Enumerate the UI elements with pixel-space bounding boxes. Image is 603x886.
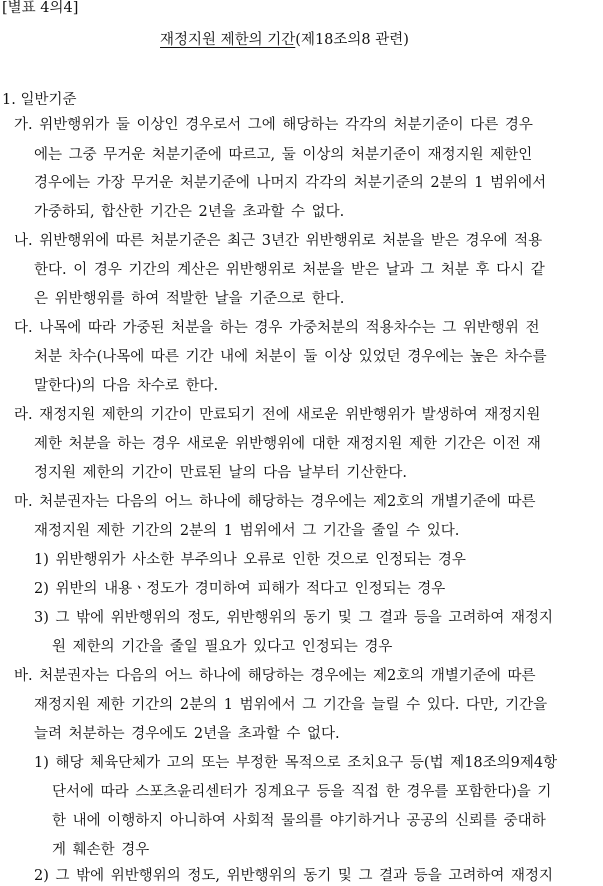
clause-ma-item-3-cont: 원 제한의 기간을 줄일 필요가 있다고 인정되는 경우: [52, 639, 393, 655]
clause-ma-item-2: 2) 위반의 내용ㆍ정도가 경미하여 피해가 적다고 인정되는 경우: [34, 581, 446, 597]
clause-ma-item-3: 3) 그 밖에 위반행위의 정도, 위반행위의 동기 및 그 결과 등을 고려하여 재정지: [34, 610, 554, 626]
clause-ba-item-1-cont: 한 내에 이행하지 아니하여 사회적 물의를 야기하거나 공공의 신뢰를 중대하: [52, 813, 546, 829]
clause-ga-line: 에는 그중 무거운 처분기준에 따르고, 둘 이상의 처분기준이 재정지원 제한인: [34, 147, 533, 163]
clause-ma-item-1: 1) 위반행위가 사소한 부주의나 오류로 인한 것으로 인정되는 경우: [34, 552, 466, 568]
clause-na-line: 나. 위반행위에 따른 처분기준은 최근 3년간 위반행위로 처분을 받은 경우에 적용: [14, 233, 543, 249]
title-main: 재정지원 제한의 기간: [160, 32, 296, 48]
appendix-tag: [별표 4의4]: [2, 0, 79, 16]
clause-na-line: 은 위반행위를 하여 적발한 날을 기준으로 한다.: [34, 291, 345, 307]
clause-ra-line: 정지원 제한의 기간이 만료된 날의 다음 날부터 기산한다.: [34, 465, 408, 481]
clause-ba-line: 재정지원 제한 기간의 2분의 1 범위에서 그 기간을 늘릴 수 있다. 다만, 기간을: [34, 697, 548, 713]
clause-ga-line: 경우에는 가장 무거운 처분기준에 나머지 각각의 처분기준의 2분의 1 범위에서: [34, 175, 547, 191]
clause-ba-item-2: 2) 그 밖에 위반행위의 정도, 위반행위의 동기 및 그 결과 등을 고려하여 재정지: [34, 868, 554, 884]
clause-ba-line: 바. 처분권자는 다음의 어느 하나에 해당하는 경우에는 제2호의 개별기준에 따른: [14, 668, 536, 684]
clause-na-line: 한다. 이 경우 기간의 계산은 위반행위로 처분을 받은 날과 그 처분 후 다시 같: [34, 262, 545, 278]
document-title: [160, 30, 409, 50]
clause-ba-item-1-cont: 단서에 따라 스포츠윤리센터가 징계요구 등을 직접 한 경우를 포함한다)을 기: [52, 784, 552, 800]
clause-ba-line: 늘려 처분하는 경우에도 2년을 초과할 수 없다.: [34, 726, 340, 742]
clause-da-line: 처분 차수(나목에 따른 기간 내에 처분이 둘 이상 있었던 경우에는 높은 차수를: [34, 349, 547, 365]
clause-ga-line: 가. 위반행위가 둘 이상인 경우로서 그에 해당하는 각각의 처분기준이 다른 경우: [14, 117, 533, 133]
section-heading: 1. 일반기준: [2, 92, 77, 108]
clause-ma-line: 재정지원 제한 기간의 2분의 1 범위에서 그 기간을 줄일 수 있다.: [34, 523, 460, 539]
title-reference: (제18조의8 관련): [295, 32, 409, 48]
clause-da-line: 말한다)의 다음 차수로 한다.: [34, 378, 219, 394]
clause-ra-line: 라. 재정지원 제한의 기간이 만료되기 전에 새로운 위반행위가 발생하여 재정지원: [14, 407, 541, 423]
clause-ma-line: 마. 처분권자는 다음의 어느 하나에 해당하는 경우에는 제2호의 개별기준에 따른: [14, 494, 536, 510]
clause-ga-line: 가중하되, 합산한 기간은 2년을 초과할 수 없다.: [34, 204, 345, 220]
clause-da-line: 다. 나목에 따라 가중된 처분을 하는 경우 가중처분의 적용차수는 그 위반행위 전: [14, 320, 540, 336]
clause-ra-line: 제한 처분을 하는 경우 새로운 위반행위에 대한 재정지원 제한 기간은 이전 재: [34, 436, 541, 452]
clause-ba-item-1-cont: 게 훼손한 경우: [52, 842, 150, 858]
clause-ba-item-1: 1) 해당 체육단체가 고의 또는 부정한 목적으로 조치요구 등(법 제18조의9제4항: [34, 755, 558, 771]
